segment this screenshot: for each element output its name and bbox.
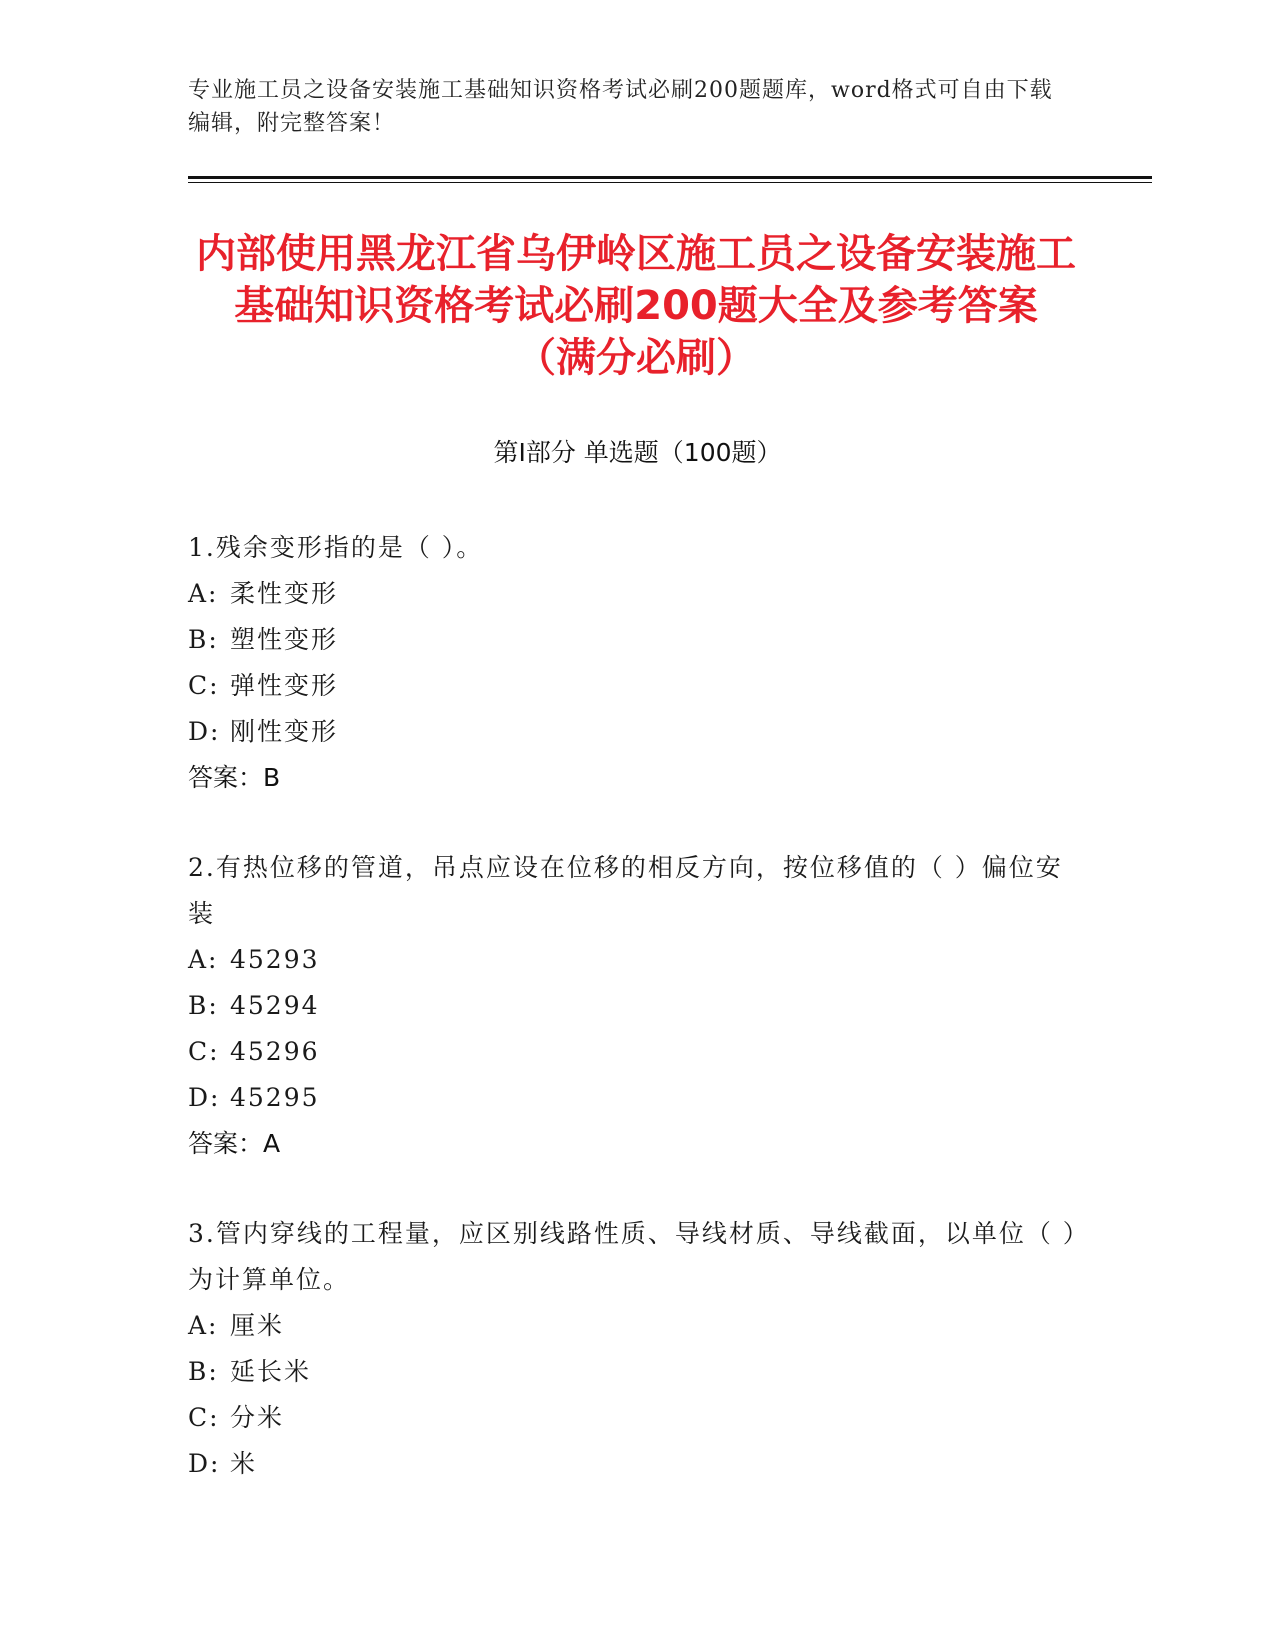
option-b: [188, 617, 1078, 663]
option-text: 厘米: [230, 1311, 285, 1340]
option-label: A:: [188, 945, 219, 974]
option-b: [188, 983, 1078, 1029]
option-label: A:: [188, 1311, 219, 1340]
option-label: D:: [188, 1083, 221, 1112]
option-text: 延长米: [230, 1357, 312, 1386]
question-stem: 1.残余变形指的是（ ）。: [188, 533, 484, 562]
option-text: 45295: [230, 1083, 320, 1112]
option-d: [188, 1075, 1078, 1121]
option-a: [188, 571, 1078, 617]
question-2: [188, 845, 1078, 1167]
option-c: [188, 1395, 1078, 1441]
option-a: [188, 1303, 1078, 1349]
option-text: 刚性变形: [230, 717, 339, 746]
option-text: 柔性变形: [230, 579, 339, 608]
option-c: [188, 663, 1078, 709]
option-label: D:: [188, 717, 221, 746]
option-label: A:: [188, 579, 219, 608]
answer: 答案：A: [188, 1129, 281, 1158]
header-divider-thin: [188, 182, 1152, 183]
option-text: 45293: [230, 945, 320, 974]
section-title: 第Ⅰ部分 单选题（100题）: [493, 438, 782, 467]
question-1: [188, 525, 1078, 801]
option-label: B:: [188, 1357, 219, 1386]
option-label: B:: [188, 991, 219, 1020]
option-text: 45296: [230, 1037, 320, 1066]
option-text: 分米: [230, 1403, 285, 1432]
option-d: [188, 709, 1078, 755]
question-stem: 3.管内穿线的工程量，应区别线路性质、导线材质、导线截面，以单位（ ）为计算单位。: [188, 1219, 1078, 1294]
option-text: 塑性变形: [230, 625, 339, 654]
option-text: 米: [230, 1449, 258, 1478]
question-stem: 2.有热位移的管道，吊点应设在位移的相反方向，按位移值的（ ）偏位安装: [188, 853, 1063, 928]
option-a: [188, 937, 1078, 983]
option-label: D:: [188, 1449, 221, 1478]
header-note: 专业施工员之设备安装施工基础知识资格考试必刷200题题库，word格式可自由下载编辑，附完整答案！: [188, 78, 1053, 136]
question-3: [188, 1211, 1078, 1487]
option-label: B:: [188, 625, 219, 654]
option-b: [188, 1349, 1078, 1395]
option-label: C:: [188, 671, 220, 700]
answer: 答案：B: [188, 763, 281, 792]
option-label: C:: [188, 1037, 220, 1066]
option-text: 弹性变形: [230, 671, 339, 700]
option-label: C:: [188, 1403, 220, 1432]
question-list: [188, 525, 1078, 1531]
header-divider-thick: [188, 176, 1152, 179]
option-d: [188, 1441, 1078, 1487]
document-title: 内部使用黑龙江省乌伊岭区施工员之设备安装施工基础知识资格考试必刷200题大全及参考答案（满分必刷）: [196, 231, 1076, 381]
option-text: 45294: [230, 991, 320, 1020]
option-c: [188, 1029, 1078, 1075]
